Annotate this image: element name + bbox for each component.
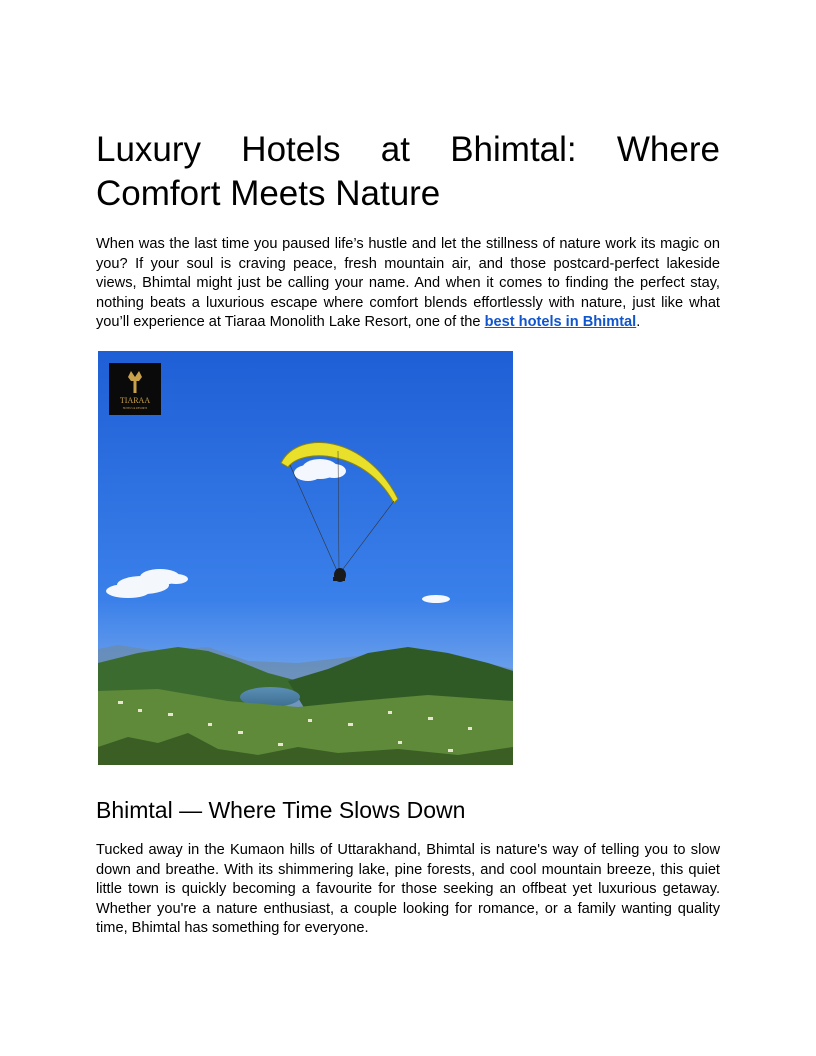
logo-subname: HOTELS & RESORTS: [122, 407, 148, 410]
intro-end: .: [636, 314, 641, 330]
logo-name: TIARAA: [119, 396, 151, 405]
page-title: Luxury Hotels at Bhimtal: Where Comfort Meets Nature: [96, 130, 720, 213]
intro-text: When was the last time you paused life’s hustle and let the stillness of nature work its magic on you? If your soul is craving peace, fresh mountain air, and those postcard-perfect lakeside views, Bhimtal might just be calling your name. And when it comes to finding the perfect stay, nothing beats a luxurious escape where comfort blends effortlessly with nature, just like what you’ll experience at Tiaraa Monolith Lake Resort, one of the: [96, 236, 720, 330]
intro-paragraph: [96, 235, 720, 333]
best-hotels-link[interactable]: best hotels in Bhimtal: [484, 314, 637, 330]
section-heading: Bhimtal — Where Time Slows Down: [96, 797, 466, 823]
section-paragraph: Tucked away in the Kumaon hills of Uttarakhand, Bhimtal is nature's way of telling you to slow down and breathe. With its shimmering lake, pine forests, and cool mountain breeze, this quiet little town is quickly becoming a favourite for those seeking an offbeat yet luxurious getaway. Whether you're a nature enthusiast, a couple looking for romance, or a family wanting quality time, Bhimtal has something for everyone.: [96, 842, 720, 936]
paragliding-photo: [98, 351, 513, 765]
tiaraa-logo: [109, 363, 161, 415]
